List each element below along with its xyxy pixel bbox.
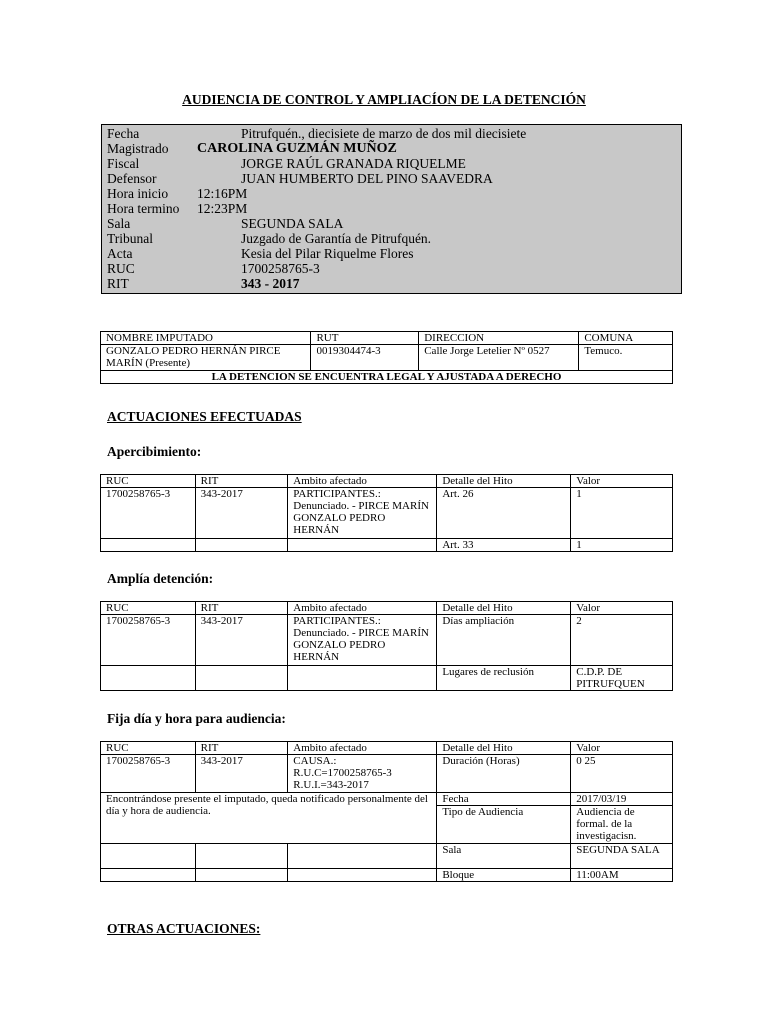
actuaciones-heading: ACTUACIONES EFECTUADAS	[107, 409, 302, 424]
fija-heading: Fija día y hora para audiencia:	[107, 711, 286, 726]
cell-valor: SEGUNDA SALA	[571, 844, 673, 869]
table-row	[101, 615, 673, 666]
detention-legal-status: LA DETENCION SE ENCUENTRA LEGAL Y AJUSTADA A DERECHO	[101, 371, 673, 384]
table-row	[101, 869, 673, 882]
label-sala: Sala	[107, 216, 131, 231]
cell-detalle: Días ampliación	[437, 615, 571, 666]
table-footer-row	[101, 371, 673, 384]
header-valor: Valor	[571, 475, 673, 488]
header-rit: RIT	[195, 742, 288, 755]
header-nombre-imputado: NOMBRE IMPUTADO	[101, 332, 311, 345]
header-ruc: RUC	[101, 742, 196, 755]
header-valor: Valor	[571, 742, 673, 755]
table-header-row	[101, 602, 673, 615]
cell-valor: 2017/03/19	[571, 793, 673, 806]
label-fiscal: Fiscal	[107, 156, 140, 171]
fija-table	[100, 741, 673, 882]
value-hora-termino: 12:23PM	[197, 201, 248, 216]
label-tribunal: Tribunal	[107, 231, 154, 246]
label-defensor: Defensor	[107, 171, 157, 186]
header-ruc: RUC	[101, 602, 196, 615]
cell-valor: 11:00AM	[571, 869, 673, 882]
cell-ambito: PARTICIPANTES.: Denunciado. - PIRCE MARÍN GONZALO PEDRO HERNÁN	[288, 488, 437, 539]
value-acta: Kesia del Pilar Riquelme Flores	[241, 246, 414, 261]
amplia-heading: Amplía detención:	[107, 571, 214, 586]
table-header-row	[101, 332, 673, 345]
table-row	[101, 539, 673, 552]
cell-rut: 0019304474-3	[311, 345, 419, 371]
table-row	[101, 844, 673, 869]
header-ambito: Ambito afectado	[288, 742, 437, 755]
label-ruc: RUC	[107, 261, 135, 276]
imputado-table	[100, 331, 673, 384]
cell-detalle: Bloque	[437, 869, 571, 882]
table-row	[101, 755, 673, 793]
cell-ruc: 1700258765-3	[101, 488, 196, 539]
cell-valor: Audiencia de formal. de la investigacisn.	[571, 806, 673, 844]
header-detalle: Detalle del Hito	[437, 475, 571, 488]
table-row	[101, 488, 673, 539]
cell-detalle: Duración (Horas)	[437, 755, 571, 793]
cell-detalle: Tipo de Audiencia	[437, 806, 571, 844]
apercibimiento-table	[100, 474, 673, 552]
cell-detalle: Fecha	[437, 793, 571, 806]
table-row	[101, 666, 673, 691]
header-ambito: Ambito afectado	[288, 602, 437, 615]
cell-valor: C.D.P. DE PITRUFQUEN	[571, 666, 673, 691]
header-comuna: COMUNA	[579, 332, 673, 345]
label-magistrado: Magistrado	[107, 141, 169, 156]
label-hora-inicio: Hora inicio	[107, 186, 169, 201]
header-direccion: DIRECCION	[419, 332, 579, 345]
table-header-row	[101, 742, 673, 755]
table-row	[101, 345, 673, 371]
cell-valor: 0 25	[571, 755, 673, 793]
label-hora-termino: Hora termino	[107, 201, 180, 216]
hearing-header-box	[101, 124, 682, 294]
cell-ruc: 1700258765-3	[101, 615, 196, 666]
cell-nombre-imputado: GONZALO PEDRO HERNÁN PIRCE MARÍN (Presente)	[101, 345, 311, 371]
value-fiscal: JORGE RAÚL GRANADA RIQUELME	[241, 156, 466, 171]
value-tribunal: Juzgado de Garantía de Pitrufquén.	[241, 231, 432, 246]
value-hora-inicio: 12:16PM	[197, 186, 248, 201]
value-fecha: Pitrufquén., diecisiete de marzo de dos mil diecisiete	[241, 126, 527, 141]
cell-ambito: PARTICIPANTES.: Denunciado. - PIRCE MARÍN GONZALO PEDRO HERNÁN	[288, 615, 437, 666]
header-valor: Valor	[571, 602, 673, 615]
header-rit: RIT	[195, 475, 288, 488]
label-fecha: Fecha	[107, 126, 140, 141]
header-detalle: Detalle del Hito	[437, 602, 571, 615]
cell-detalle: Art. 26	[437, 488, 571, 539]
cell-ruc: 1700258765-3	[101, 755, 196, 793]
value-magistrado: CAROLINA GUZMÁN MUÑOZ	[197, 141, 397, 156]
cell-valor: 1	[571, 488, 673, 539]
cell-valor: 1	[571, 539, 673, 552]
header-rit: RIT	[195, 602, 288, 615]
cell-valor: 2	[571, 615, 673, 666]
cell-rit: 343-2017	[195, 615, 288, 666]
notification-note: Encontrándose presente el imputado, queda notificado personalmente del día y hora de audiencia.	[101, 793, 437, 844]
table-row	[101, 793, 673, 806]
value-ruc: 1700258765-3	[241, 261, 320, 276]
header-ruc: RUC	[101, 475, 196, 488]
table-header-row	[101, 475, 673, 488]
cell-detalle: Sala	[437, 844, 571, 869]
cell-ambito: CAUSA.: R.U.C=1700258765-3 R.U.I.=343-2017	[288, 755, 437, 793]
header-rut: RUT	[311, 332, 419, 345]
header-detalle: Detalle del Hito	[437, 742, 571, 755]
cell-detalle: Art. 33	[437, 539, 571, 552]
otras-actuaciones-heading: OTRAS ACTUACIONES:	[107, 921, 261, 936]
document-title: AUDIENCIA DE CONTROL Y AMPLIACÍON DE LA DETENCIÓN	[182, 92, 586, 107]
value-rit: 343 - 2017	[241, 276, 300, 291]
value-defensor: JUAN HUMBERTO DEL PINO SAAVEDRA	[241, 171, 493, 186]
cell-direccion: Calle Jorge Letelier Nº 0527	[419, 345, 579, 371]
cell-rit: 343-2017	[195, 488, 288, 539]
amplia-table	[100, 601, 673, 691]
cell-comuna: Temuco.	[579, 345, 673, 371]
label-acta: Acta	[107, 246, 133, 261]
label-rit: RIT	[107, 276, 129, 291]
cell-rit: 343-2017	[195, 755, 288, 793]
header-ambito: Ambito afectado	[288, 475, 437, 488]
value-sala: SEGUNDA SALA	[241, 216, 344, 231]
cell-detalle: Lugares de reclusión	[437, 666, 571, 691]
apercibimiento-heading: Apercibimiento:	[107, 444, 202, 459]
